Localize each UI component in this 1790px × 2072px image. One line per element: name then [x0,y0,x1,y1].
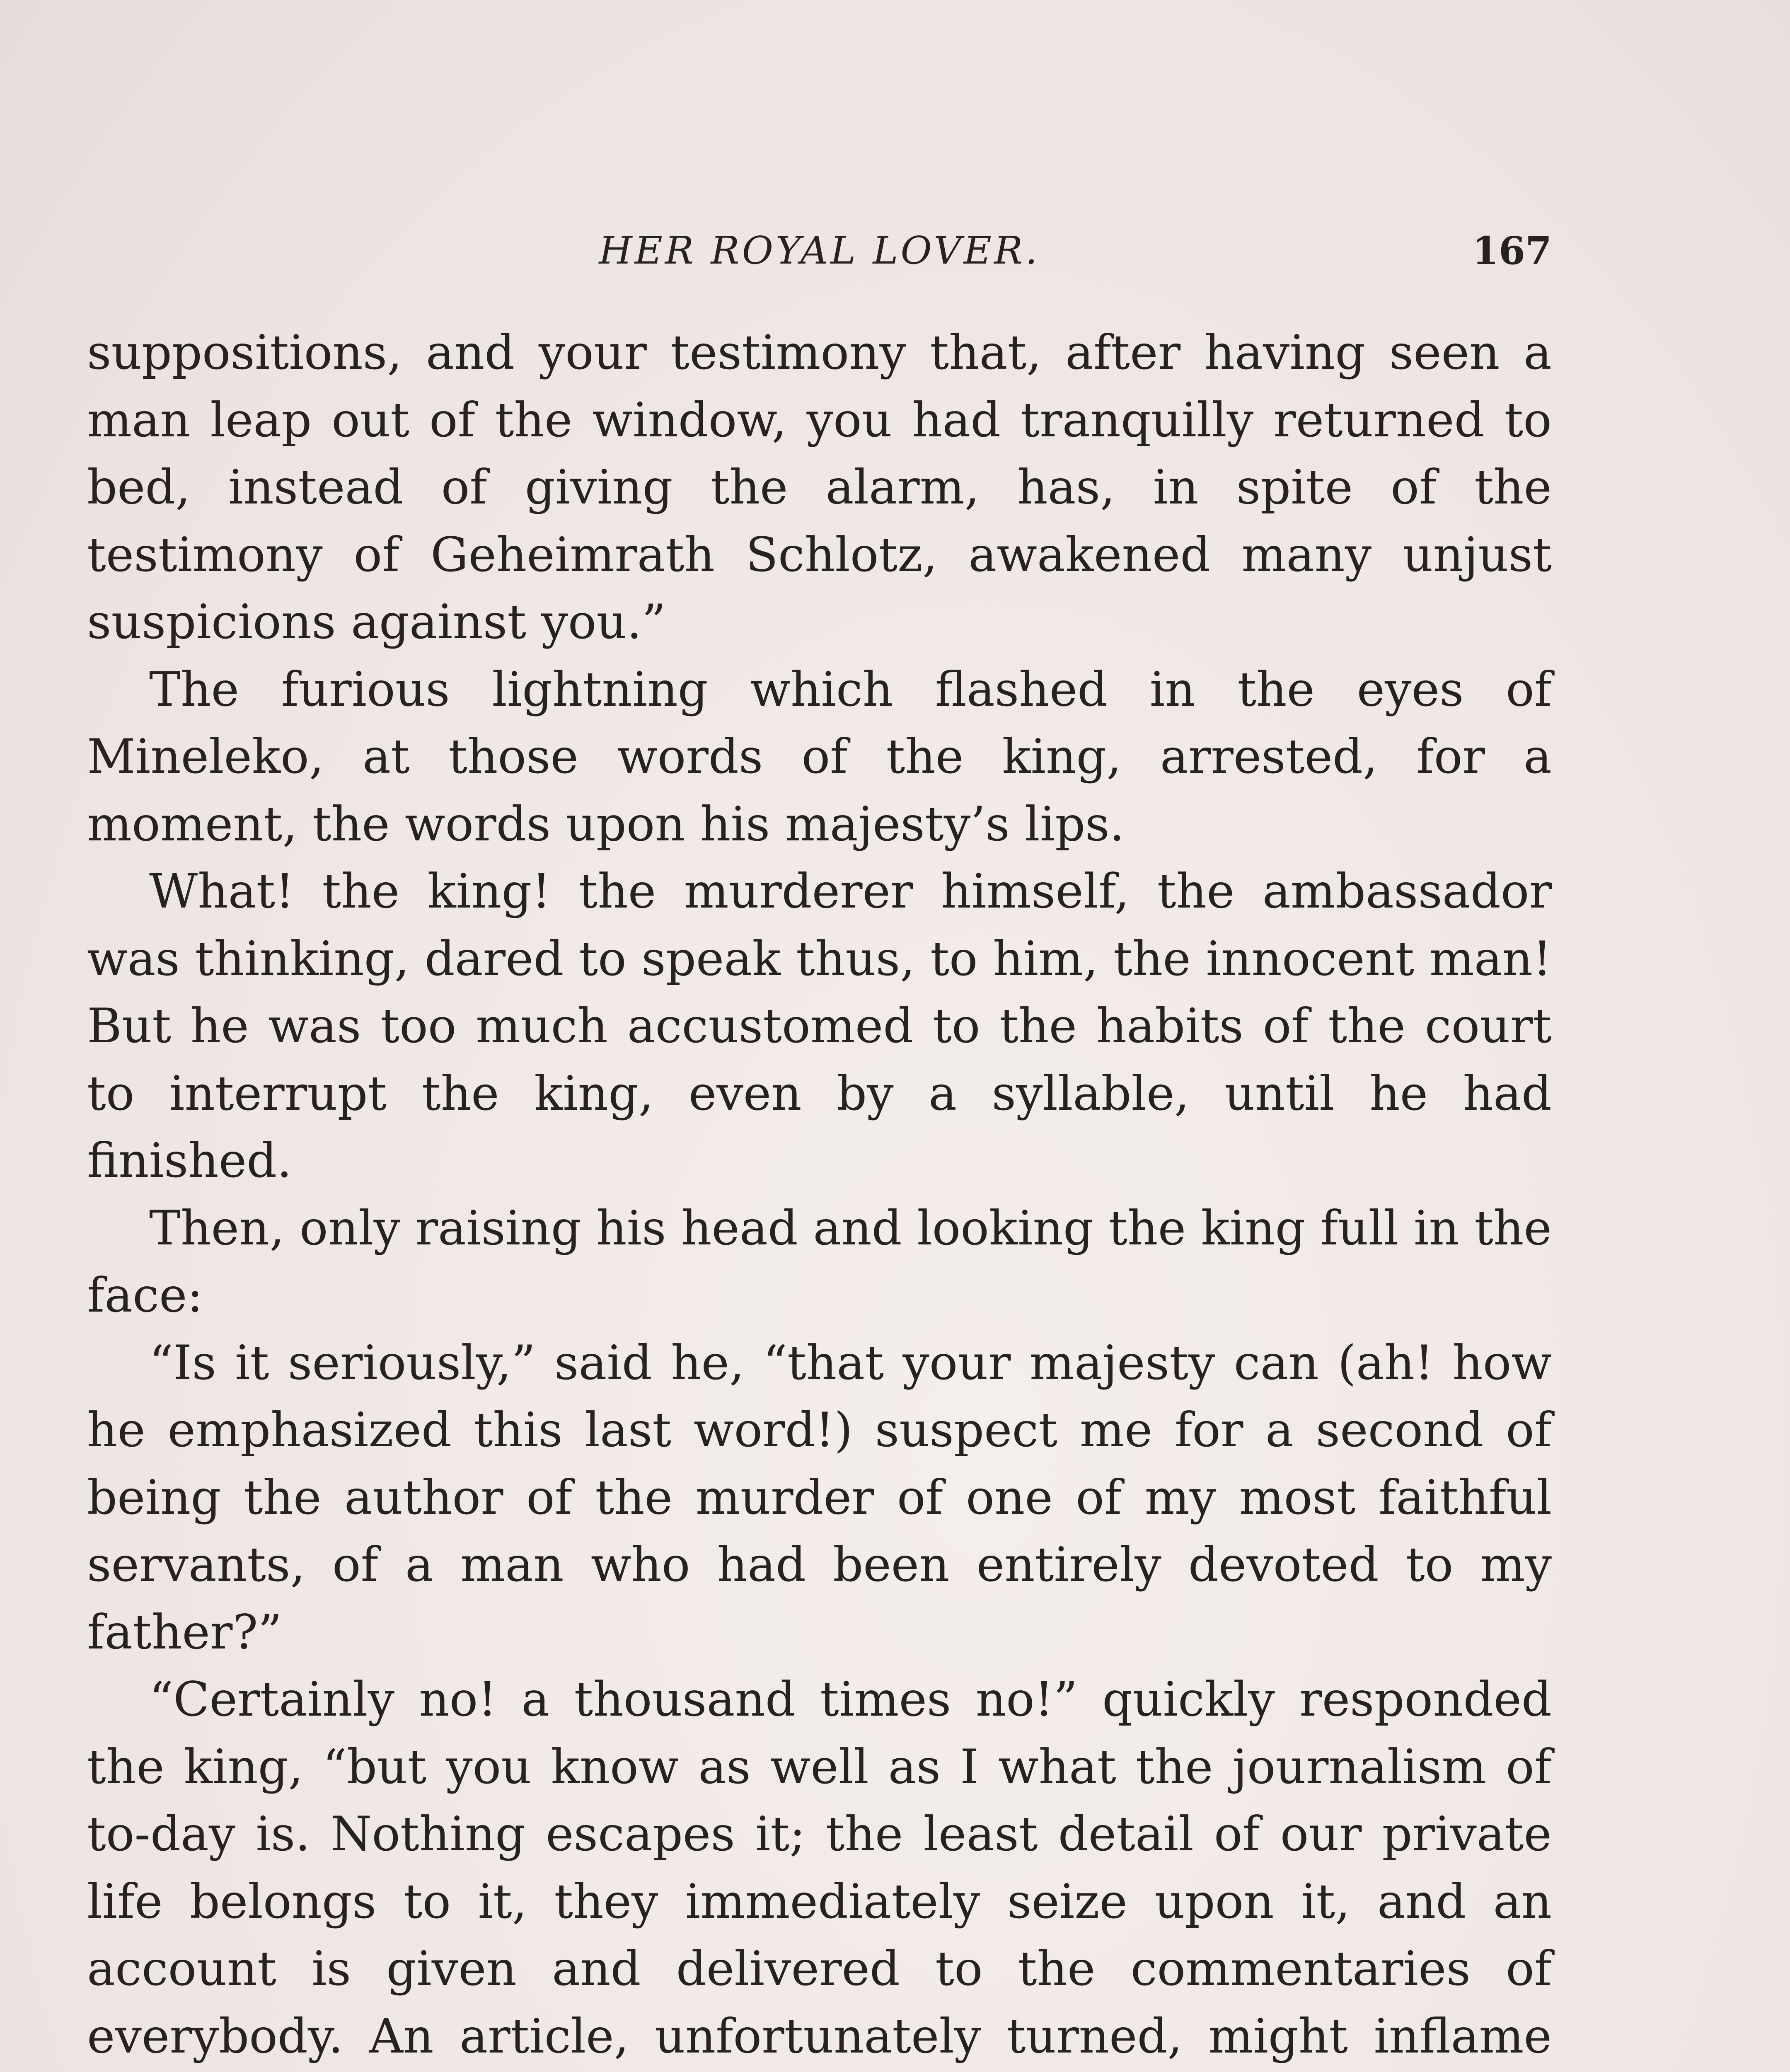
paragraph: Then, only raising his head and looking the king full in the face: [87,1200,1552,1323]
paragraph: “Is it seriously,” said he, “that your majesty can (ah! how he emphasized this last word!) suspect me for a second of being the author of the murder of one of my most faithful servants, of a man who had been entirely devoted to my father?” [87,1335,1552,1660]
running-head: HER ROYAL LOVER. [599,228,1040,273]
paragraph: The furious lightning which flashed in the eyes of Mineleko, at those words of the king, arrested, for a moment, the words upon his majesty’s lips. [87,661,1552,852]
page-number: 167 [1472,228,1552,273]
paragraph: What! the king! the murderer himself, the ambassador was thinking, dared to speak thus, to him, the innocent man! But he was too much accustomed to the habits of the court to interrupt the king, even by a syllable, until he had finished. [87,864,1552,1188]
page-header [87,220,1552,282]
paragraph: “Certainly no! a thousand times no!” quickly responded the king, “but you know as well as I what the journalism of to-day is. Nothing escapes it; the least detail of our private life belongs to it, they immediately seize upon it, and an account is given and delivered to the commentaries of everybody. An article, unfortunately turned, might inflame [87,1672,1552,2064]
body-text [87,319,1552,2072]
paragraph: suppositions, and your testimony that, after having seen a man leap out of the window, you had tranquilly returned to bed, instead of giving the alarm, has, in spite of the testimony of Geheimrath Schlotz, awakened many unjust suspicions against you.” [87,325,1552,649]
